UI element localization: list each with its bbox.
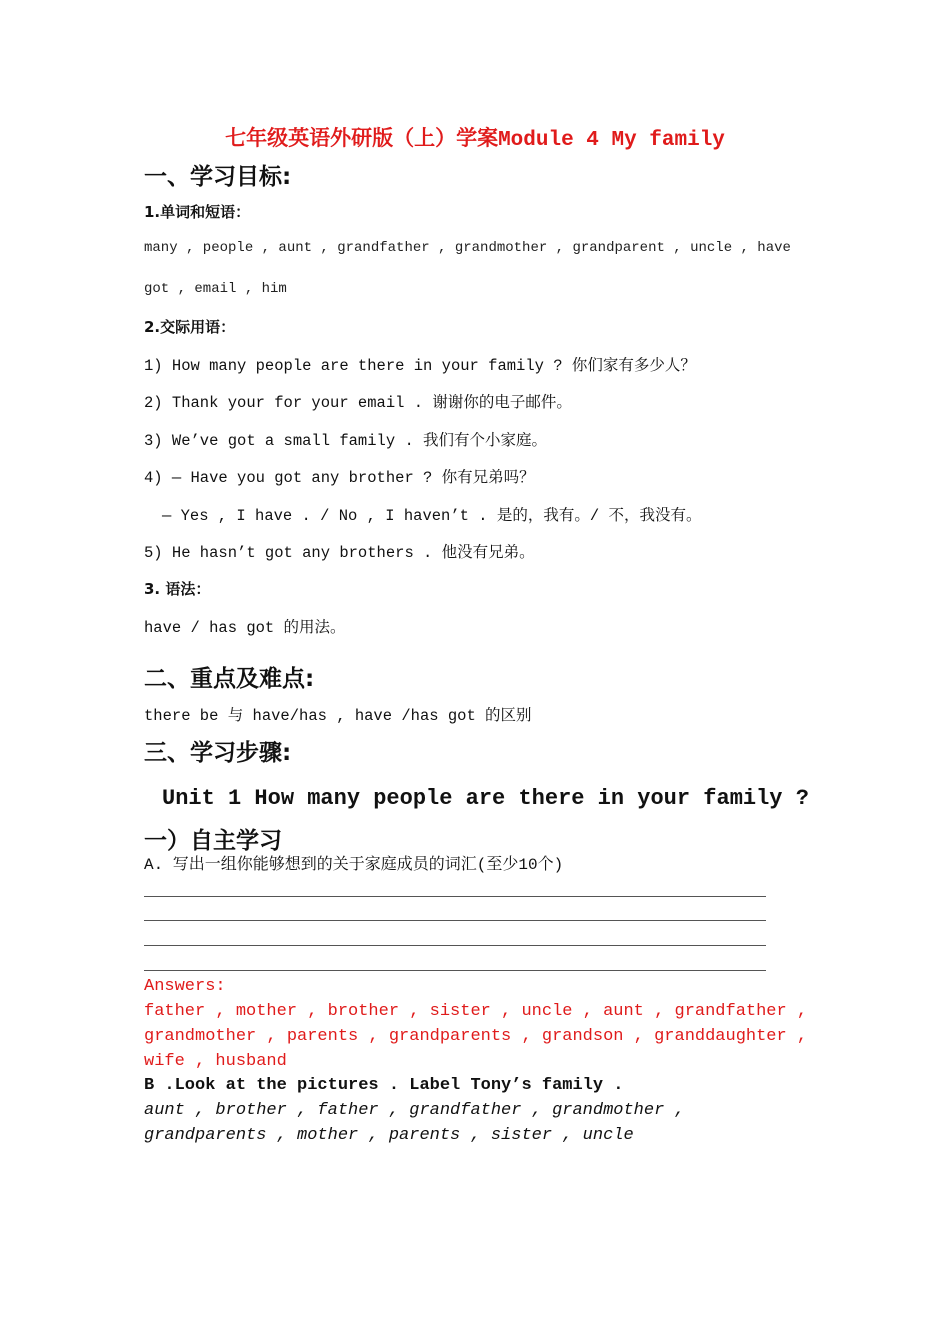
- vocab-line-2: got , email , him: [144, 281, 287, 297]
- vocab-heading: 1.单词和短语：: [144, 203, 251, 221]
- phrase-item: 3) We’ve got a small family . 我们有个小家庭。: [144, 432, 548, 450]
- self-study-heading: 一）自主学习: [144, 828, 282, 854]
- grammar-text: have / has got 的用法。: [144, 619, 346, 637]
- answer-line: [144, 945, 766, 946]
- phrases-heading: 2.交际用语：: [144, 318, 236, 336]
- answers-label: Answers:: [144, 977, 226, 996]
- task-b: B .Look at the pictures . Label Tony’s family .: [144, 1076, 624, 1095]
- key-points-text: there be 与 have/has , have /has got 的区别: [144, 707, 532, 725]
- phrase-item: — Yes , I have . / No , I haven’t . 是的，我有。/ 不，我没有。: [162, 507, 702, 525]
- phrase-item: 2) Thank your for your email . 谢谢你的电子邮件。: [144, 394, 572, 412]
- answer-line: [144, 896, 766, 897]
- section-heading-key-points: 二、重点及难点:: [144, 666, 315, 692]
- task-b-words: grandparents , mother , parents , sister , uncle: [144, 1126, 634, 1145]
- answer-line: [144, 920, 766, 921]
- unit-title: Unit 1 How many people are there in your family ?: [162, 786, 809, 811]
- answers-line: father , mother , brother , sister , uncle , aunt , grandfather ,: [144, 1002, 808, 1021]
- grammar-heading: 3. 语法：: [144, 580, 211, 598]
- task-a: A. 写出一组你能够想到的关于家庭成员的词汇(至少10个): [144, 856, 564, 874]
- answers-line: grandmother , parents , grandparents , grandson , granddaughter ,: [144, 1027, 808, 1046]
- answers-line: wife , husband: [144, 1052, 287, 1071]
- section-heading-objectives: 一、学习目标:: [144, 164, 292, 190]
- answer-line: [144, 970, 766, 971]
- phrase-item: 4) — Have you got any brother ? 你有兄弟吗？: [144, 469, 535, 487]
- page-title: 七年级英语外研版（上）学案Module 4 My family: [225, 129, 725, 152]
- section-heading-steps: 三、学习步骤:: [144, 740, 292, 766]
- vocab-line-1: many , people , aunt , grandfather , grandmother , grandparent , uncle , have: [144, 240, 791, 256]
- task-b-words: aunt , brother , father , grandfather , grandmother ,: [144, 1101, 685, 1120]
- phrase-item: 5) He hasn’t got any brothers . 他没有兄弟。: [144, 544, 535, 562]
- phrase-item: 1) How many people are there in your family ? 你们家有多少人？: [144, 357, 696, 375]
